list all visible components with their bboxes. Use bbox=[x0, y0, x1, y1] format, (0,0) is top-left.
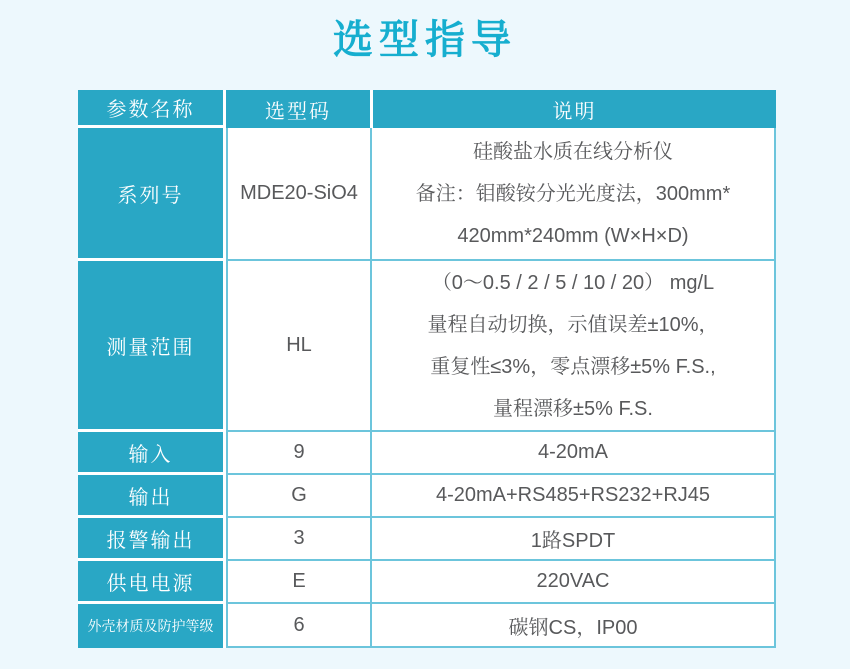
table-header-row bbox=[78, 90, 776, 128]
row-label-measurement-range: 测量范围 bbox=[78, 261, 226, 432]
row-description-output: 4-20mA+RS485+RS232+RJ45 bbox=[370, 475, 776, 518]
row-description-housing-material: 碳钢CS，IP00 bbox=[370, 604, 776, 648]
description-line: 重复性≤3%，零点漂移±5% F.S., bbox=[430, 355, 716, 378]
row-label-power-supply: 供电电源 bbox=[78, 561, 226, 604]
column-header-parameter-name: 参数名称 bbox=[78, 90, 226, 128]
table-row-series-number bbox=[78, 128, 776, 261]
row-code-output: G bbox=[226, 475, 370, 518]
description-line: 量程漂移±5% F.S. bbox=[493, 397, 653, 420]
description-line: 备注：钼酸铵分光光度法，300mm* bbox=[415, 182, 731, 205]
row-label-series-number: 系列号 bbox=[78, 128, 226, 261]
row-description-alarm-output: 1路SPDT bbox=[370, 518, 776, 561]
table-row-input bbox=[78, 432, 776, 475]
row-description-input: 4-20mA bbox=[370, 432, 776, 475]
column-header-description: 说明 bbox=[370, 90, 776, 128]
row-description-power-supply: 220VAC bbox=[370, 561, 776, 604]
description-line: （0～0.5 / 2 / 5 / 10 / 20） mg/L bbox=[431, 271, 715, 294]
column-header-selection-code: 选型码 bbox=[226, 90, 370, 128]
description-line: 量程自动切换，示值误差±10%， bbox=[427, 313, 719, 336]
row-code-power-supply: E bbox=[226, 561, 370, 604]
table-row-alarm-output bbox=[78, 518, 776, 561]
selection-guide-table bbox=[78, 90, 776, 648]
table-row-power-supply bbox=[78, 561, 776, 604]
table-row-measurement-range bbox=[78, 261, 776, 432]
row-label-housing-material: 外壳材质及防护等级 bbox=[78, 604, 226, 648]
page-title: 选型指导 bbox=[333, 18, 517, 62]
row-label-alarm-output: 报警输出 bbox=[78, 518, 226, 561]
row-code-series-number: MDE20-SiO4 bbox=[226, 128, 370, 261]
row-code-housing-material: 6 bbox=[226, 604, 370, 648]
row-code-alarm-output: 3 bbox=[226, 518, 370, 561]
row-code-input: 9 bbox=[226, 432, 370, 475]
description-line: 硅酸盐水质在线分析仪 bbox=[473, 140, 673, 163]
table-row-housing-material bbox=[78, 604, 776, 648]
row-description-measurement-range bbox=[370, 261, 776, 432]
description-line: 420mm*240mm (W×H×D) bbox=[457, 224, 689, 247]
row-description-series-number bbox=[370, 128, 776, 261]
row-label-input: 输入 bbox=[78, 432, 226, 475]
row-label-output: 输出 bbox=[78, 475, 226, 518]
table-row-output bbox=[78, 475, 776, 518]
row-code-measurement-range: HL bbox=[226, 261, 370, 432]
